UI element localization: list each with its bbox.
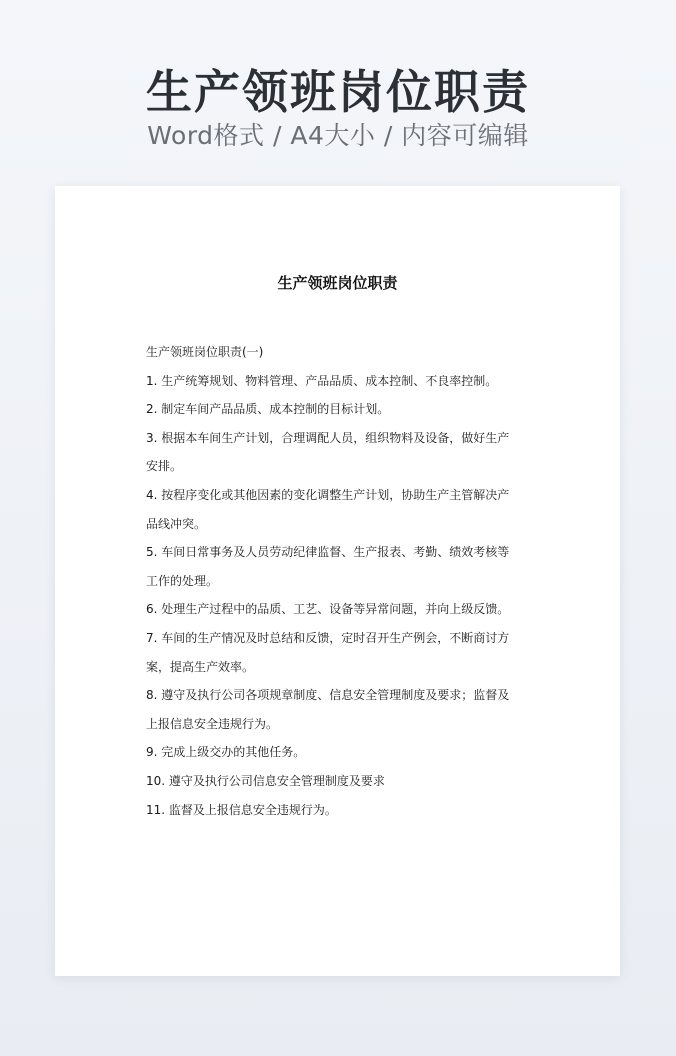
duty-item: 10. 遵守及执行公司信息安全管理制度及要求 (146, 773, 385, 788)
duty-item-continuation: 工作的处理。 (146, 573, 219, 588)
duty-item: 2. 制定车间产品品质、成本控制的目标计划。 (146, 402, 390, 417)
duty-item: 6. 处理生产过程中的品质、工艺、设备等异常问题，并向上级反馈。 (146, 602, 510, 617)
duty-item: 8. 遵守及执行公司各项规章制度、信息安全管理制度及要求；监督及 (146, 688, 510, 703)
duty-item-continuation: 品线冲突。 (146, 516, 207, 531)
document-page (55, 186, 620, 976)
duty-item: 3. 根据本车间生产计划，合理调配人员，组织物料及设备，做好生产 (146, 430, 510, 445)
duty-item: 5. 车间日常事务及人员劳动纪律监督、生产报表、考勤、绩效考核等 (146, 545, 510, 560)
duty-item-continuation: 上报信息安全违规行为。 (146, 716, 279, 731)
duty-item: 1. 生产统筹规划、物料管理、产品品质、成本控制、不良率控制。 (146, 373, 498, 388)
duty-item-continuation: 安排。 (146, 459, 183, 474)
banner-title: 生产领班岗位职责 (146, 65, 530, 119)
duty-item-continuation: 案，提高生产效率。 (146, 659, 255, 674)
duty-item: 7. 车间的生产情况及时总结和反馈，定时召开生产例会，不断商讨方 (146, 630, 510, 645)
section-heading: 生产领班岗位职责(一) (146, 345, 264, 359)
banner-subtitle: Word格式 / A4大小 / 内容可编辑 (147, 121, 529, 150)
duty-item: 11. 监督及上报信息安全违规行为。 (146, 802, 337, 817)
duty-item: 9. 完成上级交办的其他任务。 (146, 745, 306, 760)
duty-item: 4. 按程序变化或其他因素的变化调整生产计划，协助生产主管解决产 (146, 487, 510, 502)
document-title: 生产领班岗位职责 (277, 274, 398, 292)
document-body (146, 338, 536, 824)
